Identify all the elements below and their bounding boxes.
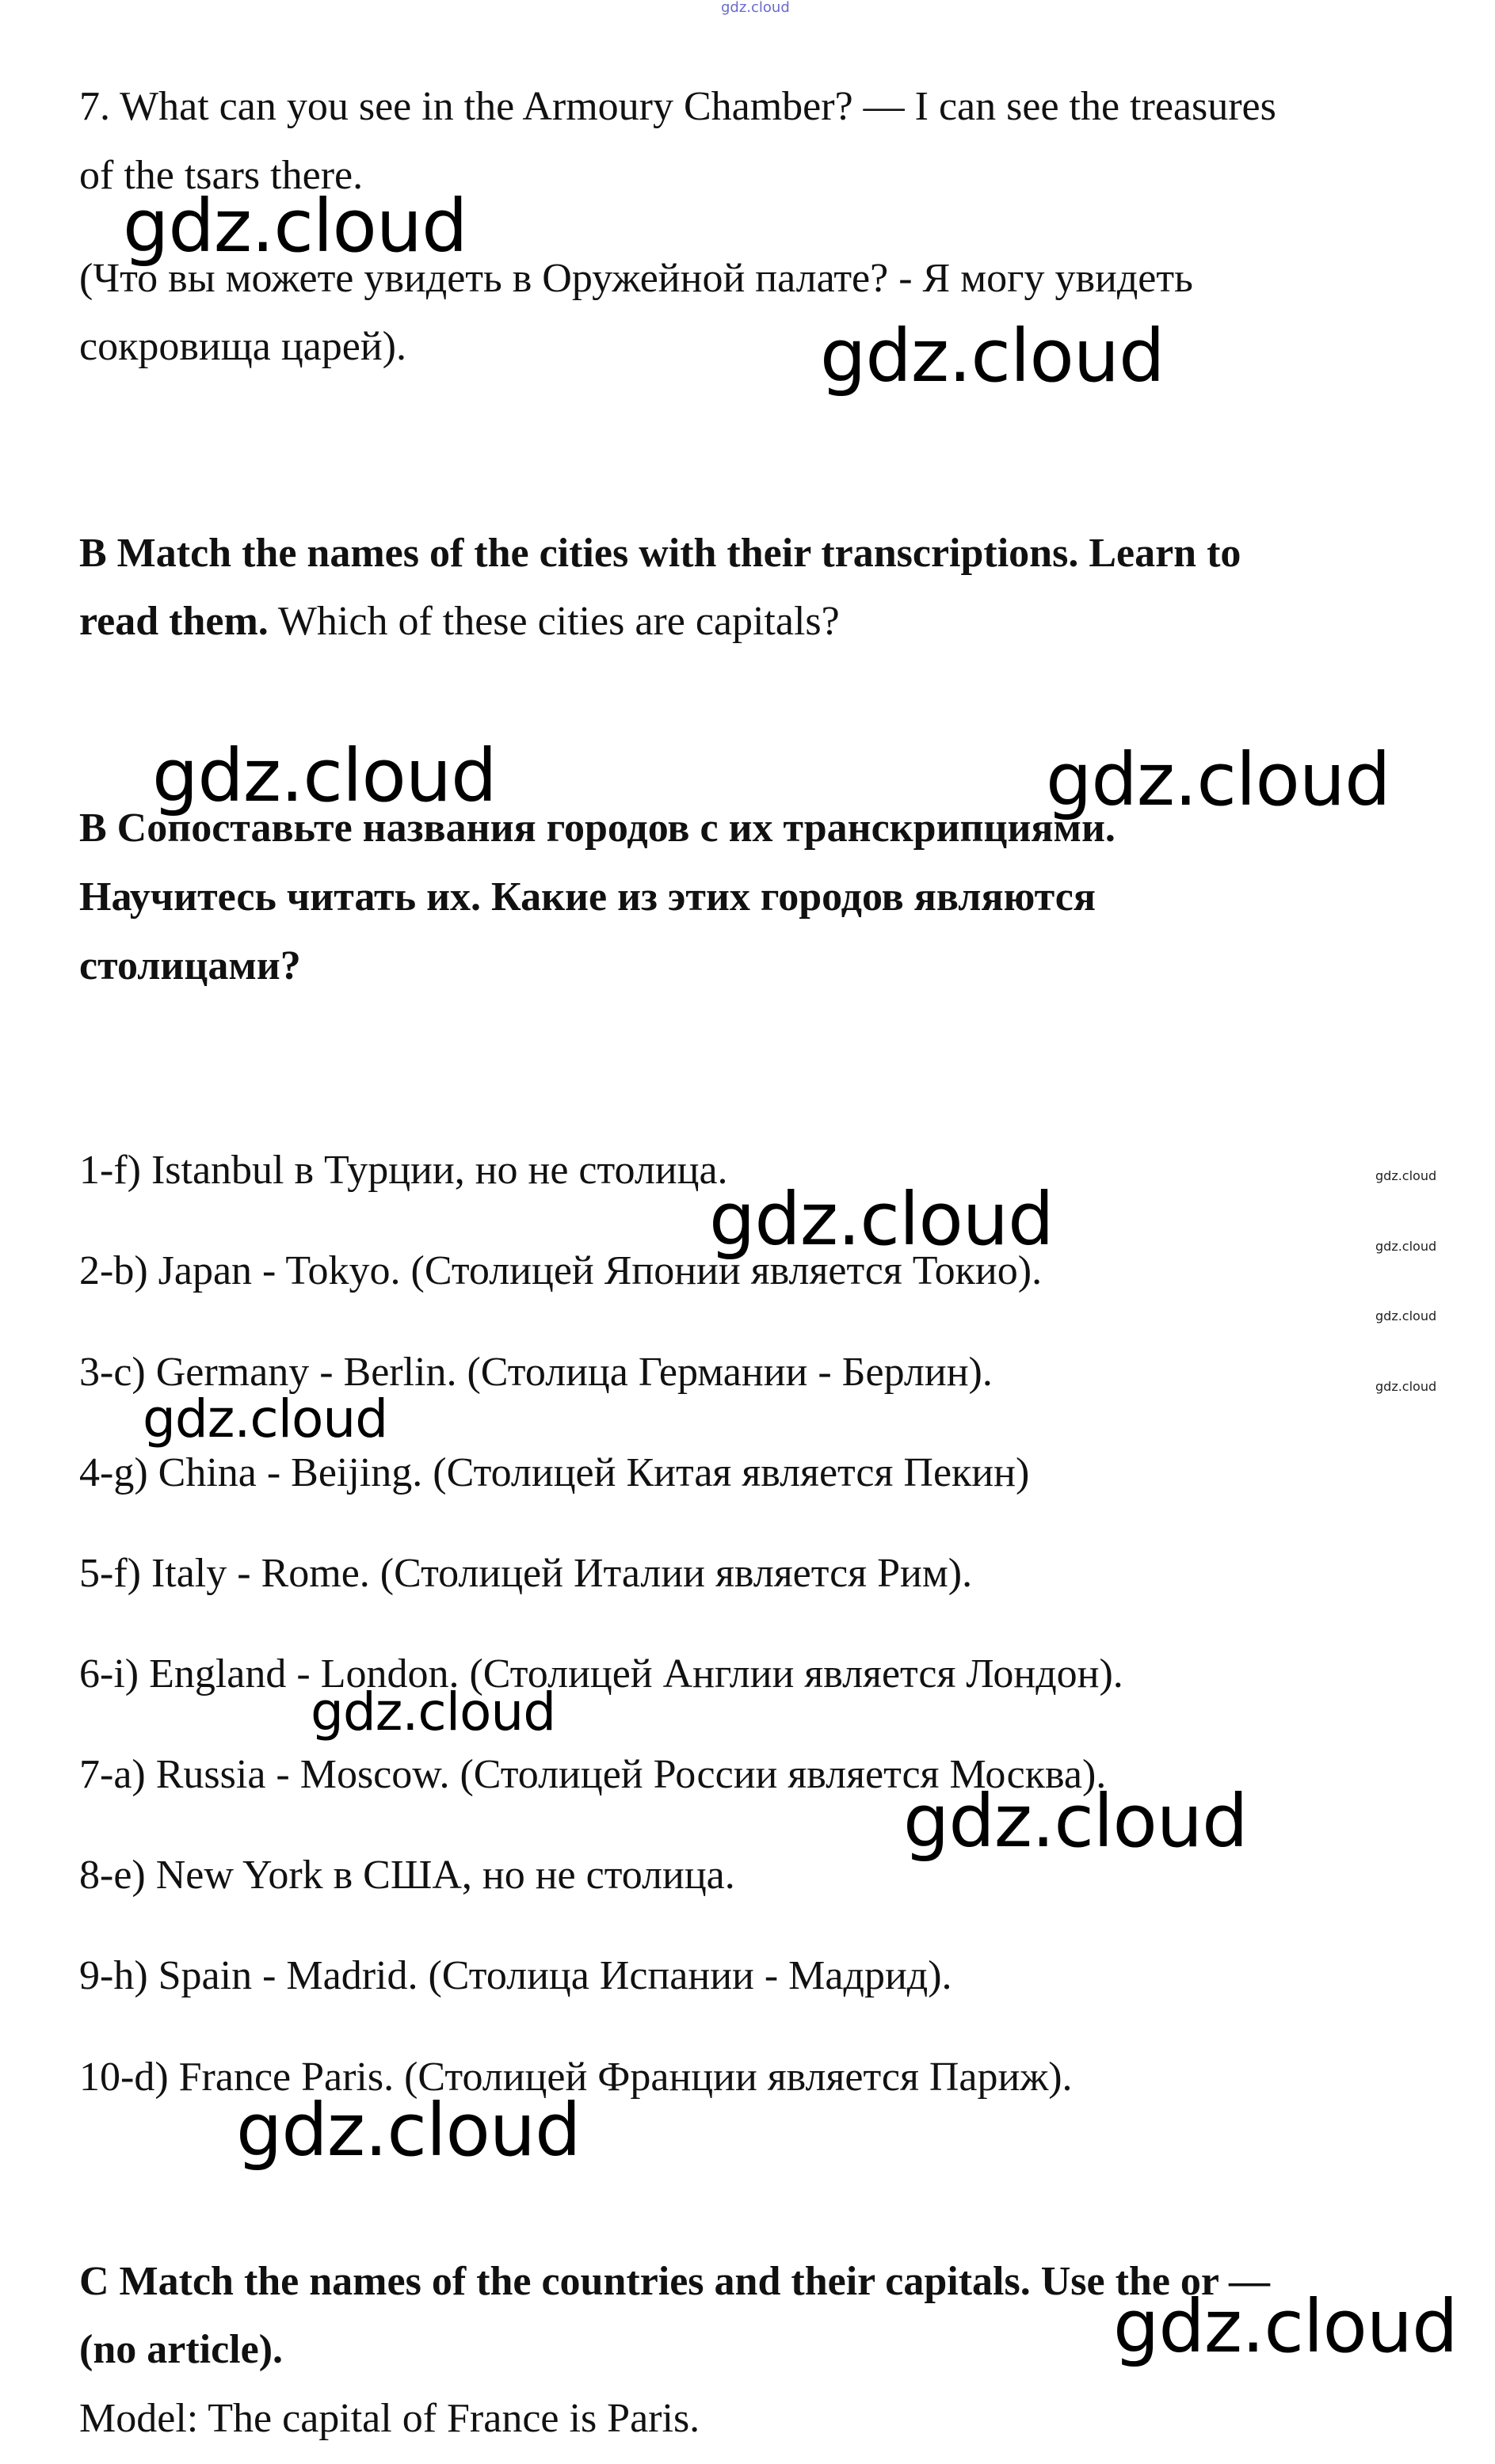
watermark: gdz.cloud	[903, 1779, 1248, 1864]
task-b-heading-line-2	[79, 598, 840, 646]
watermark-small: gdz.cloud	[1375, 1379, 1437, 1394]
answer-item: 4-g) China - Beijing. (Столицей Китая является Пекин)	[79, 1450, 1030, 1495]
q7-line-2: of the tsars there.	[79, 153, 364, 198]
task-b-heading-line-1: B Match the names of the cities with their transcriptions. Learn to	[79, 531, 1241, 576]
q7-translation-line-2: сокровища царей).	[79, 324, 406, 369]
watermark: gdz.cloud	[820, 314, 1165, 398]
task-b-question: Which of these cities are capitals?	[268, 599, 840, 644]
task-c-heading-line-1: C Match the names of the countries and their capitals. Use the or —	[79, 2259, 1271, 2304]
watermark: gdz.cloud	[709, 1177, 1054, 1262]
watermark-top: gdz.cloud	[721, 0, 790, 16]
answer-item: 10-d) France Paris. (Столицей Франции является Париж).	[79, 2055, 1073, 2100]
watermark: gdz.cloud	[1113, 2284, 1458, 2369]
watermark: gdz.cloud	[152, 733, 497, 818]
task-b-translation-line-2: Научитесь читать их. Какие из этих городов являются	[79, 874, 1096, 920]
watermark-small: gdz.cloud	[1375, 1168, 1437, 1183]
watermark: gdz.cloud	[123, 184, 467, 268]
watermark: gdz.cloud	[143, 1388, 388, 1449]
task-b-translation-line-3: столицами?	[79, 943, 301, 988]
watermark: gdz.cloud	[236, 2088, 581, 2173]
q7-line-1: 7. What can you see in the Armoury Chamber? — I can see the treasures	[79, 84, 1276, 129]
task-b-translation-line-1: В Сопоставьте названия городов с их транскрипциями.	[79, 805, 1116, 851]
answer-item: 3-c) Germany - Berlin. (Столица Германии - Берлин).	[79, 1350, 993, 1395]
task-c-model: Model: The capital of France is Paris.	[79, 2396, 700, 2441]
answer-item: 5-f) Italy - Rome. (Столицей Италии является Рим).	[79, 1551, 973, 1596]
watermark: gdz.cloud	[311, 1681, 556, 1742]
q7-translation-line-1: (Что вы можете увидеть в Оружейной палате? - Я могу увидеть	[79, 256, 1193, 301]
answer-item: 1-f) Istanbul в Турции, но не столица.	[79, 1148, 728, 1193]
answer-item: 8-e) New York в США, но не столица.	[79, 1853, 735, 1898]
watermark-small: gdz.cloud	[1375, 1308, 1437, 1323]
answer-item: 2-b) Japan - Tokyo. (Столицей Японии является Токио).	[79, 1248, 1043, 1293]
task-b-heading-bold: read them.	[79, 599, 269, 644]
answer-item: 7-a) Russia - Moscow. (Столицей России является Москва).	[79, 1752, 1107, 1797]
answer-item: 6-i) England - London. (Столицей Англии является Лондон).	[79, 1651, 1123, 1697]
answer-item: 9-h) Spain - Madrid. (Столица Испании - Мадрид).	[79, 1953, 952, 1998]
watermark: gdz.cloud	[1046, 737, 1390, 822]
task-c-heading-line-2: (no article).	[79, 2327, 284, 2372]
watermark-small: gdz.cloud	[1375, 1239, 1437, 1254]
